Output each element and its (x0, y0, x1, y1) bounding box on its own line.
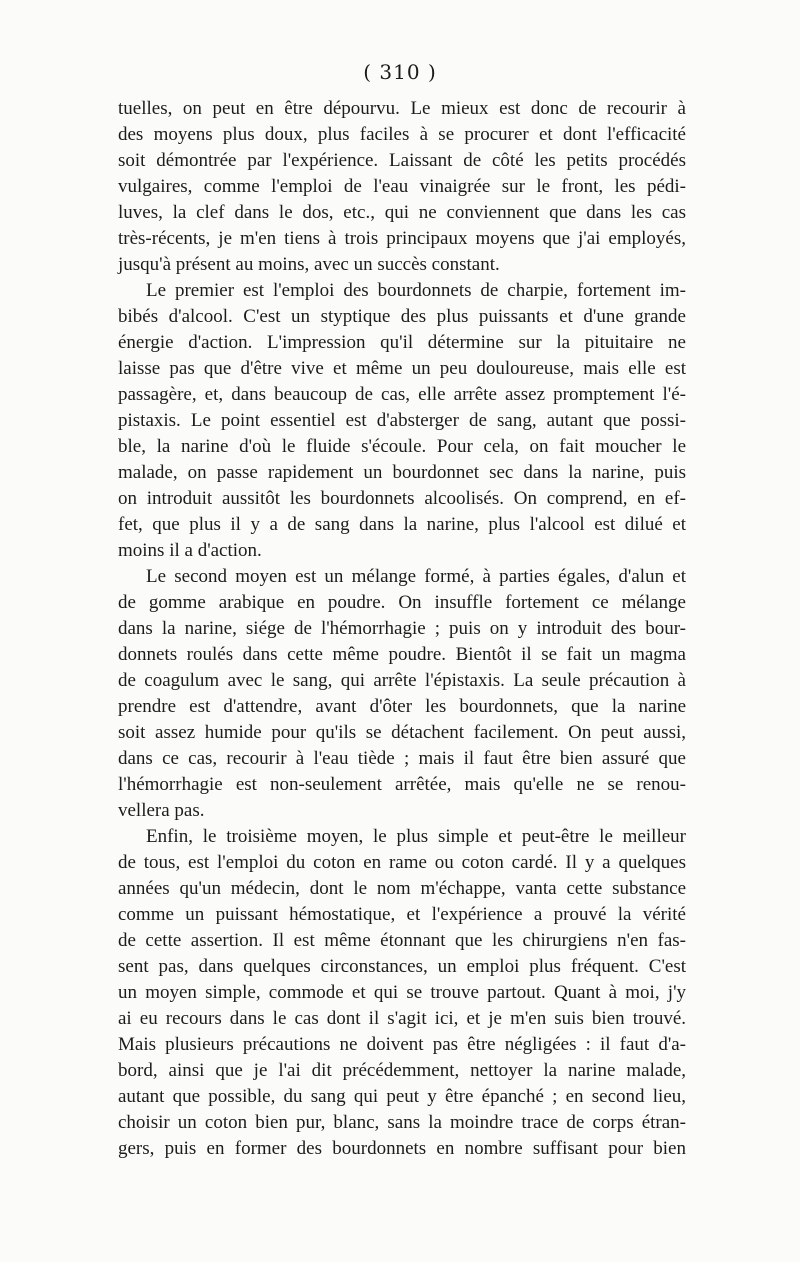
text-line: laisse pas que d'être vive et même un peu douloureuse, mais elle est (118, 358, 686, 379)
text-line: donnets roulés dans cette même poudre. Bientôt il se fait un magma (118, 644, 686, 665)
text-line: vellera pas. (118, 800, 205, 821)
text-line: de tous, est l'emploi du coton en rame ou coton cardé. Il y a quelques (118, 852, 686, 873)
text-line: autant que possible, du sang qui peut y être épanché ; en second lieu, (118, 1086, 686, 1107)
text-line: des moyens plus doux, plus faciles à se procurer et dont l'efficacité (118, 124, 686, 145)
text-line: vulgaires, comme l'emploi de l'eau vinaigrée sur le front, les pédi- (118, 176, 686, 197)
text-line: Le second moyen est un mélange formé, à parties égales, d'alun et (146, 566, 686, 587)
text-line: années qu'un médecin, dont le nom m'échappe, vanta cette substance (118, 878, 686, 899)
text-line: dans ce cas, recourir à l'eau tiède ; mais il faut être bien assuré que (118, 748, 686, 769)
text-line: ai eu recours dans le cas dont il s'agit ici, et je m'en suis bien trouvé. (118, 1008, 686, 1029)
text-line: luves, la clef dans le dos, etc., qui ne conviennent que dans les cas (118, 202, 686, 223)
text-line: très-récents, je m'en tiens à trois principaux moyens que j'ai employés, (118, 228, 686, 249)
paragraph-3 (118, 564, 686, 824)
text-line: jusqu'à présent au moins, avec un succès constant. (118, 254, 500, 275)
text-line: prendre est d'attendre, avant d'ôter les bourdonnets, que la narine (118, 696, 686, 717)
text-line: dans la narine, siége de l'hémorrhagie ; puis on y introduit des bour- (118, 618, 686, 639)
text-line: l'hémorrhagie est non-seulement arrêtée, mais qu'elle ne se renou- (118, 774, 686, 795)
paragraph-4 (118, 824, 686, 1162)
text-line: de cette assertion. Il est même étonnant que les chirurgiens n'en fas- (118, 930, 686, 951)
text-line: gers, puis en former des bourdonnets en nombre suffisant pour bien (118, 1138, 686, 1159)
text-line: choisir un coton bien pur, blanc, sans la moindre trace de corps étran- (118, 1112, 686, 1133)
text-line: fet, que plus il y a de sang dans la narine, plus l'alcool est dilué et (118, 514, 686, 535)
text-line: bord, ainsi que je l'ai dit précédemment, nettoyer la narine malade, (118, 1060, 686, 1081)
text-line: soit assez humide pour qu'ils se détachent facilement. On peut aussi, (118, 722, 686, 743)
text-line: bibés d'alcool. C'est un styptique des plus puissants et d'une grande (118, 306, 686, 327)
text-line: Enfin, le troisième moyen, le plus simple et peut-être le meilleur (146, 826, 686, 847)
page-number: ( 310 ) (363, 60, 437, 84)
text-line: tuelles, on peut en être dépourvu. Le mieux est donc de recourir à (118, 98, 686, 119)
text-line: soit démontrée par l'expérience. Laissant de côté les petits procédés (118, 150, 686, 171)
text-line: de gomme arabique en poudre. On insuffle fortement ce mélange (118, 592, 686, 613)
body-text (118, 96, 686, 1162)
text-line: Mais plusieurs précautions ne doivent pas être négligées : il faut d'a- (118, 1034, 686, 1055)
text-line: Le premier est l'emploi des bourdonnets de charpie, fortement im- (146, 280, 686, 301)
paragraph-1 (118, 96, 686, 278)
text-line: ble, la narine d'où le fluide s'écoule. Pour cela, on fait moucher le (118, 436, 686, 457)
text-line: passagère, et, dans beaucoup de cas, elle arrête assez promptement l'é- (118, 384, 686, 405)
text-line: un moyen simple, commode et qui se trouve partout. Quant à moi, j'y (118, 982, 686, 1003)
text-line: on introduit aussitôt les bourdonnets alcoolisés. On comprend, en ef- (118, 488, 686, 509)
text-line: énergie d'action. L'impression qu'il détermine sur la pituitaire ne (118, 332, 686, 353)
paragraph-2 (118, 278, 686, 564)
text-line: malade, on passe rapidement un bourdonnet sec dans la narine, puis (118, 462, 686, 483)
text-line: sent pas, dans quelques circonstances, un emploi plus fréquent. C'est (118, 956, 686, 977)
text-line: moins il a d'action. (118, 540, 262, 561)
text-line: de coagulum avec le sang, qui arrête l'épistaxis. La seule précaution à (118, 670, 686, 691)
text-line: comme un puissant hémostatique, et l'expérience a prouvé la vérité (118, 904, 686, 925)
text-line: pistaxis. Le point essentiel est d'absterger de sang, autant que possi- (118, 410, 686, 431)
